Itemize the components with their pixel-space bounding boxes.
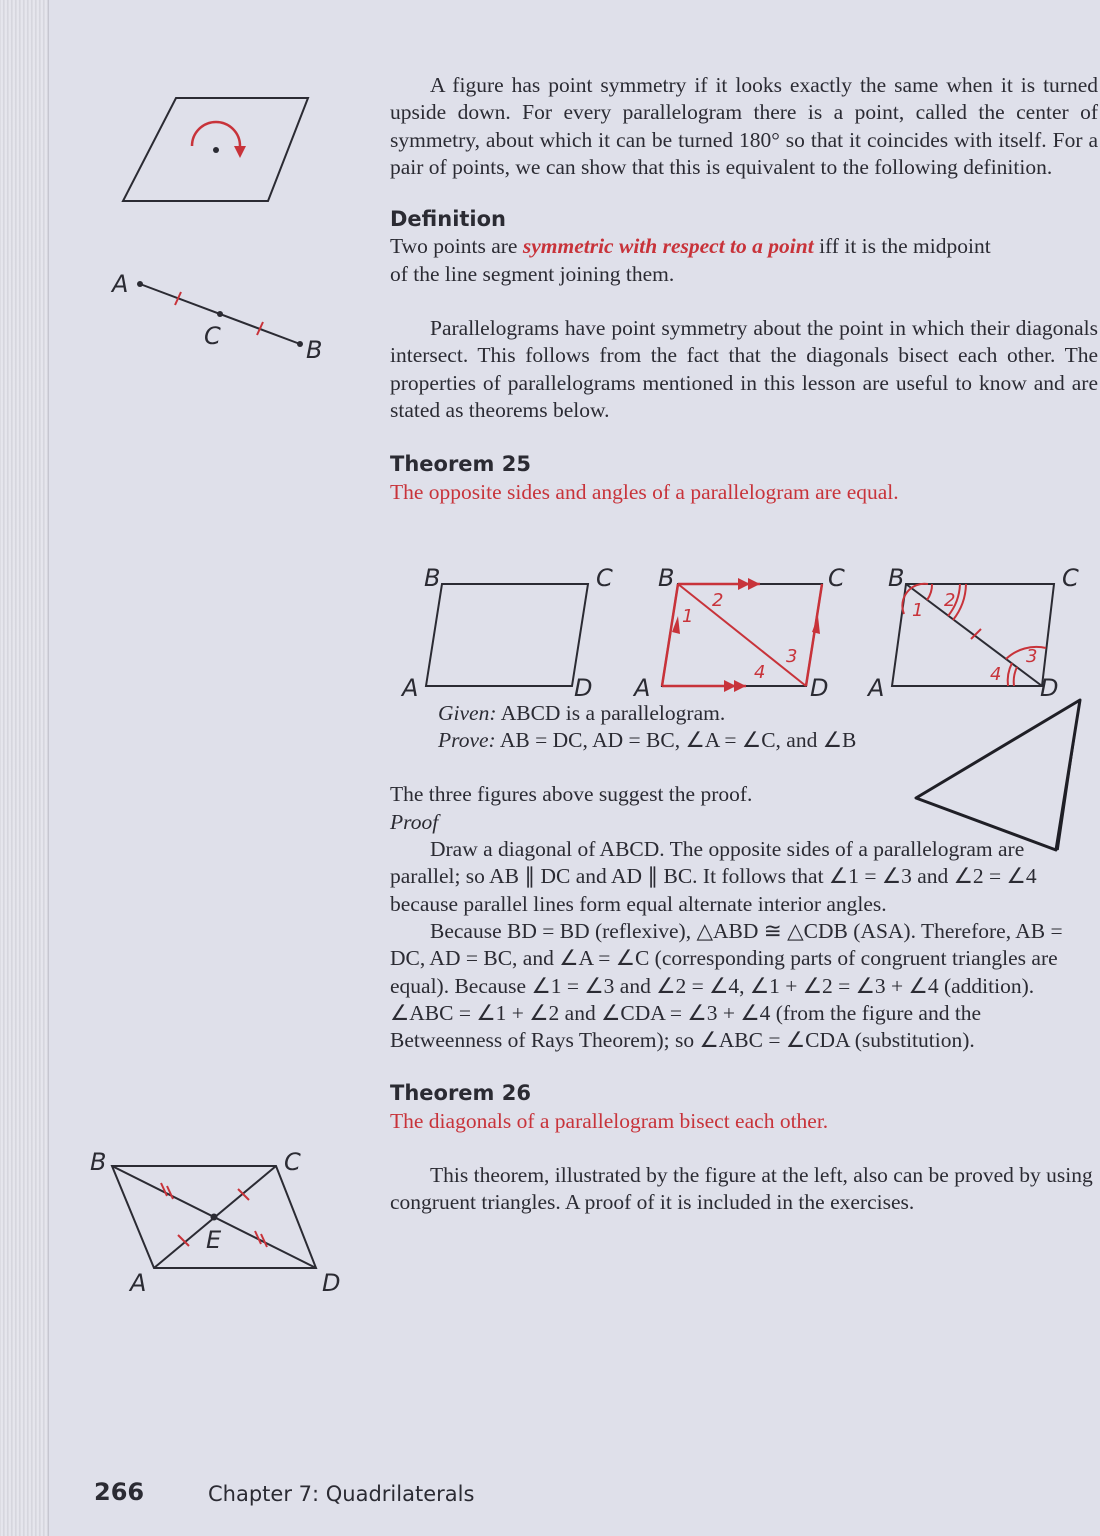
page-number: 266 <box>94 1478 145 1506</box>
angle-4-label: 4 <box>990 664 1002 685</box>
label-b: B <box>424 564 441 592</box>
proof-paragraph-1: Draw a diagonal of ABCD. The opposite sides of a parallelogram are parallel; so AB ∥ DC and AD ∥ BC. It follows that ∠1 = ∠3 and ∠2 = ∠4 because parallel lines form equal alternate interior angles. <box>390 837 1037 916</box>
proof-paragraph-2: Because BD = BD (reflexive), △ABD ≅ △CDB (ASA). Therefore, AB = DC, AD = BC, and ∠A = ∠C (corresponding parts of congruent triangles are equal). Because ∠1 = ∠3 and ∠2 = ∠4, ∠1 + ∠2 = ∠3 + ∠4 (addition). ∠ABC = ∠1 + ∠2 and ∠CDA = ∠3 + ∠4 (from the figure and the Betweenness of Rays Theorem); so ∠ABC = ∠CDA (substitution). <box>390 918 1063 1053</box>
angle-4-label: 4 <box>754 662 766 683</box>
theorem26-heading: Theorem 26 <box>390 1081 531 1106</box>
label-c: C <box>828 564 845 592</box>
definition-before: Two points are <box>390 234 523 259</box>
label-e: E <box>206 1226 222 1254</box>
angle-1-label: 1 <box>912 600 924 621</box>
given-text: ABCD is a parallelogram. <box>500 700 726 725</box>
theorem25-heading: Theorem 25 <box>390 452 531 477</box>
angle-1-label: 1 <box>682 606 694 627</box>
given-label: Given: <box>438 700 497 725</box>
label-a: A <box>112 270 129 298</box>
label-a: A <box>634 674 651 702</box>
label-b: B <box>90 1148 107 1176</box>
label-b: B <box>306 336 323 364</box>
page-binding-edge <box>0 0 49 1536</box>
label-c: C <box>596 564 613 592</box>
prove-label: Prove: <box>438 728 496 753</box>
label-c: C <box>1062 564 1079 592</box>
label-d: D <box>574 674 593 702</box>
theorem25-statement: The opposite sides and angles of a parallelogram are equal. <box>390 479 899 504</box>
symmetry-paragraph: Parallelograms have point symmetry about the point in which their diagonals intersect. This follows from the fact that the diagonals bisect each other. The properties of parallelograms mentioned in this lesson are useful to know and are stated as theorems below. <box>390 316 1098 422</box>
angle-2-label: 2 <box>944 590 956 611</box>
center-point <box>213 147 219 153</box>
main-text-column <box>390 72 1098 1217</box>
given-line <box>390 700 1098 727</box>
diagonals-bisect-figure <box>88 1146 348 1300</box>
definition-after: iff it is the midpoint of the line segment joining them. <box>390 234 991 286</box>
angle-2-label: 2 <box>712 590 724 611</box>
proof-label: Proof <box>390 809 439 834</box>
label-a: A <box>868 674 885 702</box>
theorem26-paragraph: This theorem, illustrated by the figure at the left, also can be proved by using congruent triangles. A proof of it is included in the exercises. <box>390 1163 1093 1215</box>
rotation-arrow-icon <box>192 122 240 146</box>
label-c: C <box>204 322 221 350</box>
definition-text <box>390 233 1010 288</box>
angle-3-label: 3 <box>786 646 798 667</box>
symmetric-points-figure <box>108 262 348 376</box>
label-a: A <box>402 674 419 702</box>
definition-term: symmetric with respect to a point <box>522 234 814 259</box>
intro-paragraph: A figure has point symmetry if it looks exactly the same when it is turned upside down. For every parallelogram there is a point, called the center of symmetry, about which it can be turned 180° so that it coincides with itself. For a pair of points, we can show that this is equivalent to the following definition. <box>390 73 1098 179</box>
suggest-line: The three figures above suggest the proof. <box>390 782 753 807</box>
definition-heading: Definition <box>390 207 507 232</box>
prove-text: AB = DC, AD = BC, ∠A = ∠C, and ∠B <box>499 728 857 753</box>
label-b: B <box>658 564 675 592</box>
chapter-title: Chapter 7: Quadrilaterals <box>208 1482 475 1506</box>
label-d: D <box>322 1269 341 1297</box>
label-b: B <box>888 564 905 592</box>
point-symmetry-figure <box>118 94 318 210</box>
label-d: D <box>1040 674 1059 702</box>
label-c: C <box>284 1148 301 1176</box>
label-d: D <box>810 674 829 702</box>
label-a: A <box>130 1269 147 1297</box>
theorem26-statement: The diagonals of a parallelogram bisect each other. <box>390 1108 829 1133</box>
angle-3-label: 3 <box>1026 646 1038 667</box>
prove-line <box>390 727 1098 754</box>
